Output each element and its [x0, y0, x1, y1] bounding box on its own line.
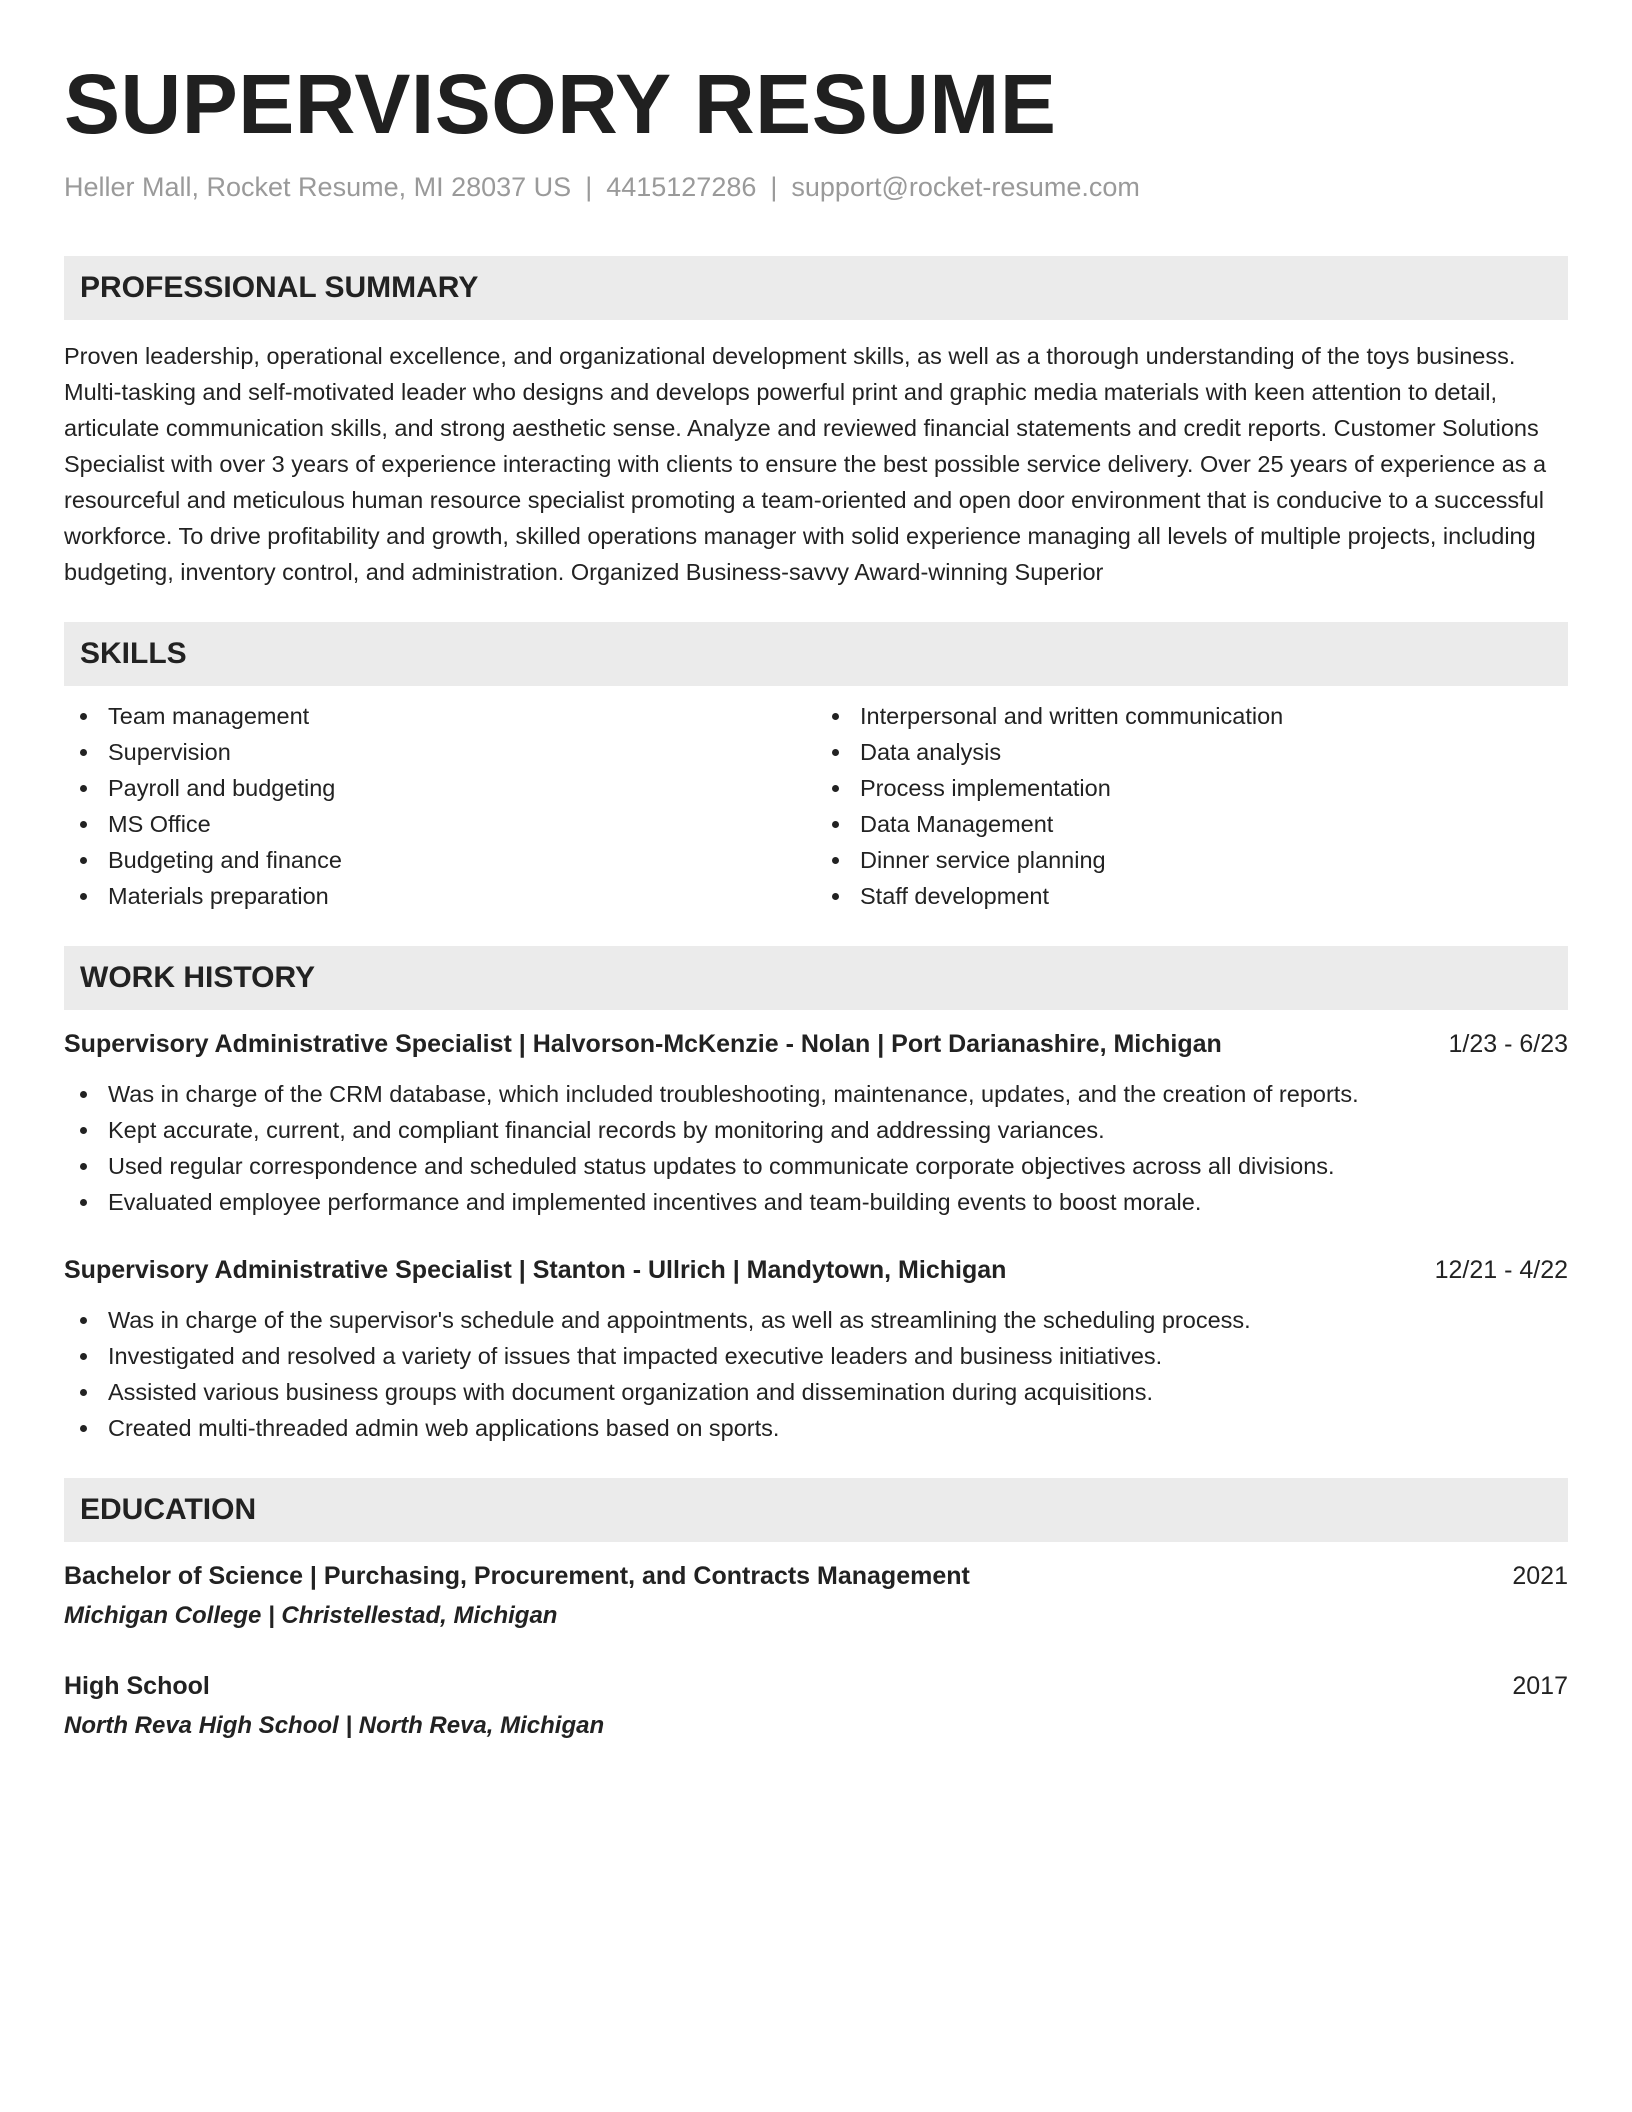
section-heading-skills: SKILLS — [64, 622, 1568, 686]
skill-item: Staff development — [816, 878, 1568, 914]
education-degree: Bachelor of Science | Purchasing, Procurement, and Contracts Management — [64, 1562, 970, 1590]
contact-phone: 4415127286 — [606, 172, 757, 202]
job-bullet: Was in charge of the supervisor's schedule and appointments, as well as streamlining the scheduling process. — [64, 1302, 1568, 1338]
contact-separator: | — [585, 172, 593, 202]
skills-section — [64, 698, 1568, 914]
education-degree: High School — [64, 1672, 210, 1700]
skills-column-left — [64, 698, 816, 914]
education-year: 2021 — [1512, 1562, 1568, 1590]
skill-item: Supervision — [64, 734, 816, 770]
skill-item: Data analysis — [816, 734, 1568, 770]
contact-separator: | — [770, 172, 778, 202]
education-entry — [64, 1666, 1568, 1746]
contact-address: Heller Mall, Rocket Resume, MI 28037 US — [64, 172, 572, 202]
contact-email: support@rocket-resume.com — [791, 172, 1140, 202]
education-school: Michigan College | Christellestad, Michigan — [64, 1602, 558, 1629]
skill-item: Process implementation — [816, 770, 1568, 806]
resume-title: SUPERVISORY RESUME — [64, 57, 1057, 151]
section-heading-summary: PROFESSIONAL SUMMARY — [64, 256, 1568, 320]
contact-line — [64, 170, 1568, 204]
summary-text: Proven leadership, operational excellence, and organizational development skills, as well as a thorough understanding of the toys business. Multi-tasking and self-motivated leader who designs and develops powerful print and graphic media materials with keen attention to detail, articulate communication skills, and strong aesthetic sense. Analyze and reviewed financial statements and credit reports. Customer Solutions Specialist with over 3 years of experience interacting with clients to ensure the best possible service delivery. Over 25 years of experience as a resourceful and meticulous human resource specialist promoting a team-oriented and open door environment that is conducive to a successful workforce. To drive profitability and growth, skilled operations manager with solid experience managing all levels of multiple projects, including budgeting, inventory control, and administration. Organized Business-savvy Award-winning Superior — [64, 343, 1547, 585]
education-section — [64, 1556, 1568, 1746]
skill-item: Interpersonal and written communication — [816, 698, 1568, 734]
job-bullets — [64, 1076, 1568, 1220]
job-title: Supervisory Administrative Specialist | Stanton - Ullrich | Mandytown, Michigan — [64, 1256, 1007, 1284]
job-bullet: Evaluated employee performance and implemented incentives and team-building events to boost morale. — [64, 1184, 1568, 1220]
skill-item: Payroll and budgeting — [64, 770, 816, 806]
job-dates: 12/21 - 4/22 — [1434, 1256, 1568, 1284]
education-entry — [64, 1556, 1568, 1636]
job-entry — [64, 1252, 1568, 1446]
job-bullet: Was in charge of the CRM database, which included troubleshooting, maintenance, updates, and the creation of reports. — [64, 1076, 1568, 1112]
job-bullet: Investigated and resolved a variety of issues that impacted executive leaders and business initiatives. — [64, 1338, 1568, 1374]
skill-item: Materials preparation — [64, 878, 816, 914]
education-school: North Reva High School | North Reva, Michigan — [64, 1712, 605, 1739]
job-bullet: Used regular correspondence and scheduled status updates to communicate corporate objectives across all divisions. — [64, 1148, 1568, 1184]
job-bullet: Created multi-threaded admin web applications based on sports. — [64, 1410, 1568, 1446]
skill-item: Data Management — [816, 806, 1568, 842]
education-header — [64, 1556, 1568, 1596]
skill-item: Dinner service planning — [816, 842, 1568, 878]
education-year: 2017 — [1512, 1672, 1568, 1700]
job-entry — [64, 1026, 1568, 1220]
job-bullets — [64, 1302, 1568, 1446]
skills-column-right — [816, 698, 1568, 914]
job-bullet: Kept accurate, current, and compliant financial records by monitoring and addressing variances. — [64, 1112, 1568, 1148]
summary-section — [64, 338, 1568, 590]
job-dates: 1/23 - 6/23 — [1448, 1030, 1568, 1058]
job-title: Supervisory Administrative Specialist | Halvorson-McKenzie - Nolan | Port Darianashire, Michigan — [64, 1030, 1222, 1058]
job-header — [64, 1252, 1568, 1288]
section-heading-work-history: WORK HISTORY — [64, 946, 1568, 1010]
skill-item: Budgeting and finance — [64, 842, 816, 878]
job-header — [64, 1026, 1568, 1062]
skill-item: MS Office — [64, 806, 816, 842]
work-history-section — [64, 1026, 1568, 1446]
job-bullet: Assisted various business groups with document organization and dissemination during acquisitions. — [64, 1374, 1568, 1410]
section-heading-education: EDUCATION — [64, 1478, 1568, 1542]
skill-item: Team management — [64, 698, 816, 734]
education-header — [64, 1666, 1568, 1706]
